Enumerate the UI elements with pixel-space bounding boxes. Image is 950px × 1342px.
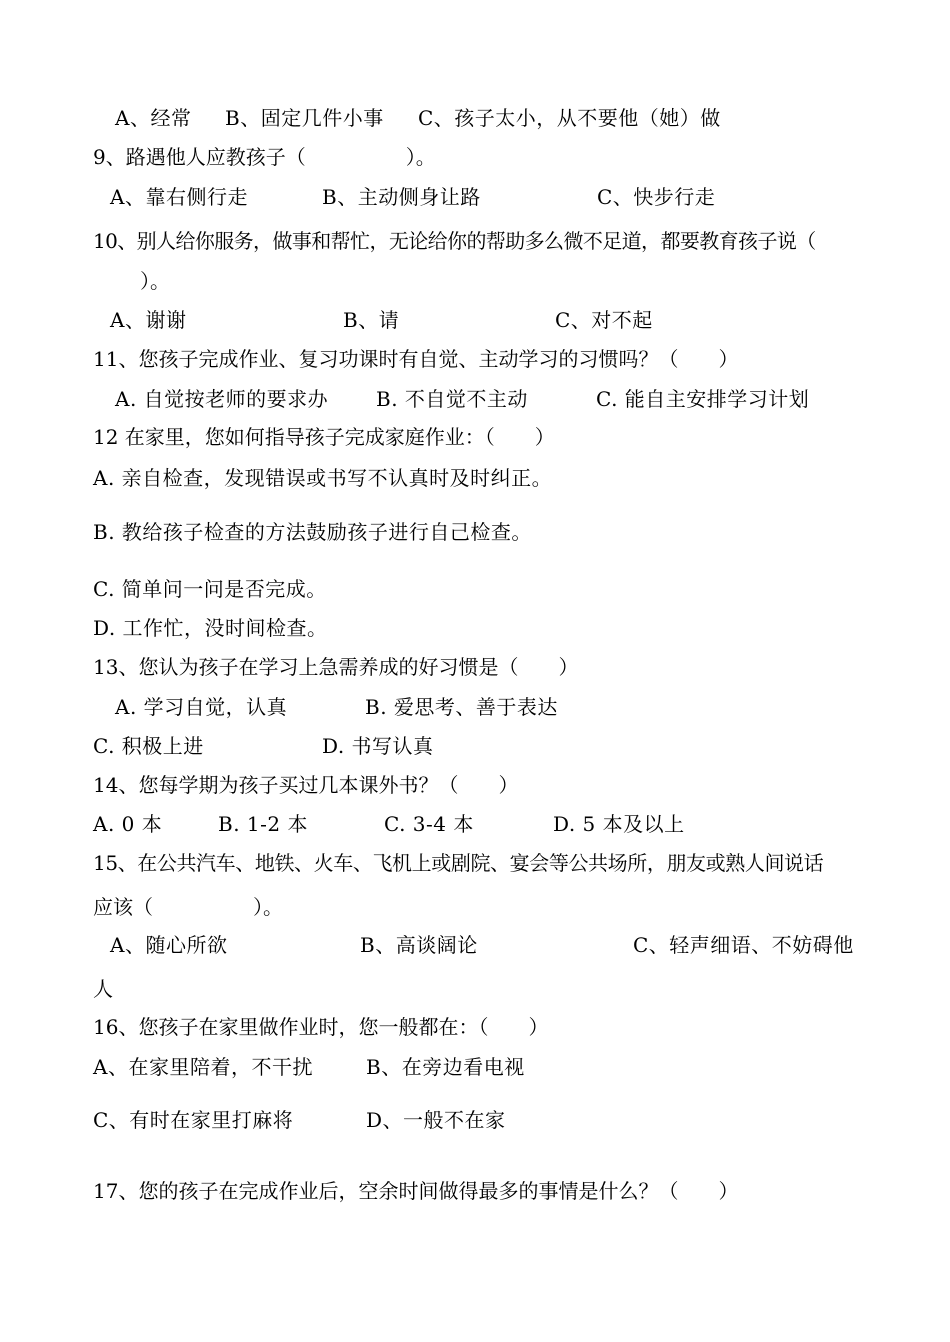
q15-option-c: C、轻声细语、不妨碍他 (633, 933, 854, 957)
q17-question: 17、您的孩子在完成作业后，空余时间做得最多的事情是什么？（ ） (93, 1179, 739, 1203)
q16-question: 16、您孩子在家里做作业时，您一般都在：（ ） (93, 1015, 549, 1039)
q15-option-a: A、随心所欲 (110, 933, 228, 957)
q13-option-a: A. 学习自觉，认真 (115, 695, 288, 719)
q10-option-c: C、对不起 (555, 308, 653, 332)
q10-option-a: A、谢谢 (110, 308, 187, 332)
q14-option-c: C. 3-4 本 (384, 812, 474, 836)
q11-option-a: A. 自觉按老师的要求办 (115, 387, 329, 411)
q8-option-b: B、固定几件小事 (225, 106, 384, 130)
q14-option-d: D. 5 本及以上 (553, 812, 685, 836)
q11-option-b: B. 不自觉不主动 (376, 387, 528, 411)
q13-option-d: D. 书写认真 (322, 734, 434, 758)
q12-option-d: D. 工作忙，没时间检查。 (93, 616, 328, 640)
q16-option-a: A、在家里陪着，不干扰 (93, 1055, 313, 1079)
q14-option-a: A. 0 本 (93, 812, 163, 836)
q8-option-c: C、孩子太小，从不要他（她）做 (418, 106, 721, 130)
q15-option-c-wrap: 人 (93, 977, 114, 1001)
q12-option-b: B. 教给孩子检查的方法鼓励孩子进行自己检查。 (93, 520, 532, 544)
q9-option-b: B、主动侧身让路 (322, 185, 481, 209)
q12-option-c: C. 简单问一问是否完成。 (93, 577, 327, 601)
q13-question: 13、您认为孩子在学习上急需养成的好习惯是（ ） (93, 655, 579, 679)
q10-option-b: B、请 (343, 308, 400, 332)
q12-question: 12 在家里，您如何指导孩子完成家庭作业：（ ） (93, 425, 555, 449)
q11-option-c: C. 能自主安排学习计划 (596, 387, 810, 411)
q15-question-line2: 应该（ ）。 (93, 895, 283, 919)
q15-option-b: B、高谈阔论 (360, 933, 478, 957)
q16-option-d: D、一般不在家 (366, 1108, 506, 1132)
q11-question: 11、您孩子完成作业、复习功课时有自觉、主动学习的习惯吗？（ ） (93, 347, 739, 371)
q12-option-a: A. 亲自检查，发现错误或书写不认真时及时纠正。 (93, 466, 553, 490)
q15-question-line1: 15、在公共汽车、地铁、火车、飞机上或剧院、宴会等公共场所，朋友或熟人间说话 (93, 851, 824, 875)
q9-question: 9、路遇他人应教孩子（ ）。 (93, 145, 436, 169)
q10-question-line2: ）。 (140, 269, 170, 293)
q16-option-b: B、在旁边看电视 (366, 1055, 525, 1079)
q13-option-b: B. 爱思考、善于表达 (365, 695, 558, 719)
q14-question: 14、您每学期为孩子买过几本课外书？（ ） (93, 773, 519, 797)
q9-option-a: A、靠右侧行走 (110, 185, 248, 209)
q16-option-c: C、有时在家里打麻将 (93, 1108, 294, 1132)
q9-option-c: C、快步行走 (597, 185, 716, 209)
q13-option-c: C. 积极上进 (93, 734, 204, 758)
q14-option-b: B. 1-2 本 (218, 812, 308, 836)
q8-option-a: A、经常 (115, 106, 192, 130)
q10-question-line1: 10、别人给你服务，做事和帮忙，无论给你的帮助多么微不足道，都要教育孩子说（ (93, 229, 816, 253)
